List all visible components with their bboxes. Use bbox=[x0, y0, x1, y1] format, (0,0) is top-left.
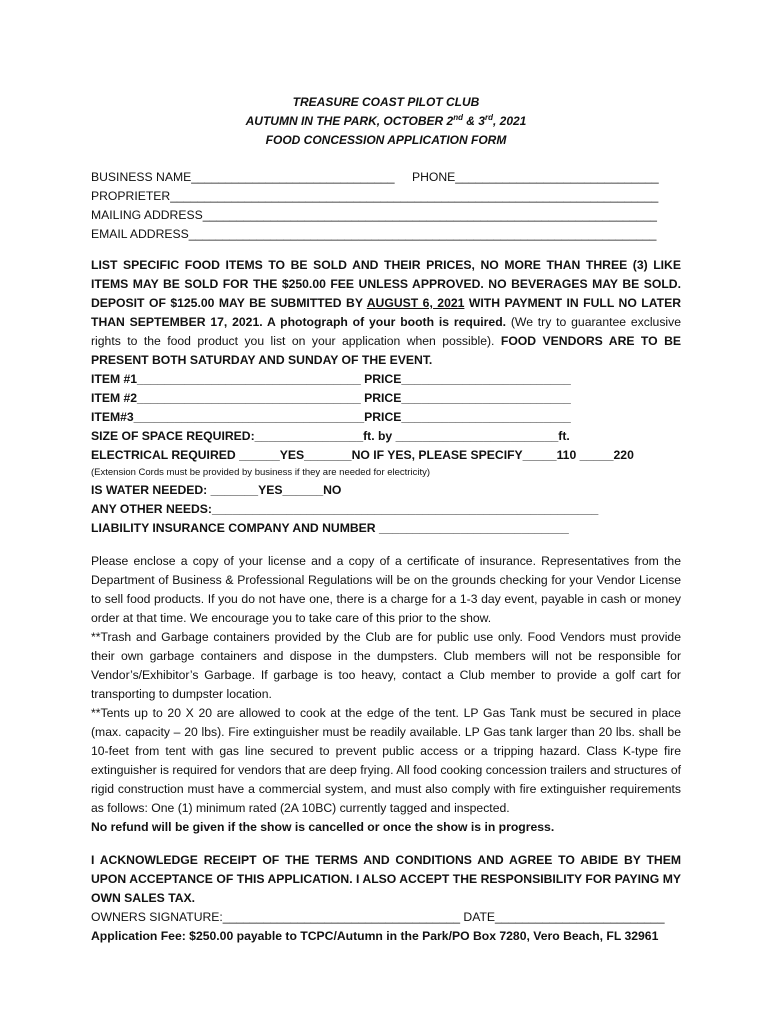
club-name: TREASURE COAST PILOT CLUB bbox=[292, 95, 480, 109]
item-1-field[interactable]: ITEM #1_________________________________ PRICE_________________________ bbox=[91, 372, 571, 386]
no-refund-notice: No refund will be given if the show is cancelled or once the show is in progress. bbox=[91, 820, 555, 834]
event-title-text-mid: & 3 bbox=[462, 114, 485, 128]
item-3-field[interactable]: ITEM#3__________________________________PRICE_________________________ bbox=[91, 410, 571, 424]
terms-section bbox=[91, 552, 681, 837]
item-2-field[interactable]: ITEM #2_________________________________ PRICE_________________________ bbox=[91, 391, 571, 405]
application-fee-line: Application Fee: $250.00 payable to TCPC/Autumn in the Park/PO Box 7280, Vero Beach, FL 32961 bbox=[91, 929, 659, 943]
event-title-sup-rd: rd bbox=[484, 113, 493, 122]
event-title bbox=[91, 112, 681, 131]
event-title-sup-nd: nd bbox=[453, 113, 463, 122]
deposit-deadline: AUGUST 6, 2021 bbox=[366, 296, 465, 310]
garbage-paragraph: **Trash and Garbage containers provided by the Club are for public use only. Food Vendors must provide their own garbage containers and dispose in the dumpsters. Club members will not be responsible for Vendor’s/Exhibitor’s Garbage. If garbage is too heavy, contact a Club member to provide a golf cart for transporting to dumpster location. bbox=[91, 630, 681, 701]
tents-paragraph: **Tents up to 20 X 20 are allowed to cook at the edge of the tent. LP Gas Tank must be secured in place (max. capacity – 20 lbs). Fire extinguisher must be readily available. LP Gas tank larger than 20 lbs. shall be 10-feet from tent with gas line secured to prevent public access or a tripping hazard. Class K-type fire extinguisher is required for vendors that are deep frying. All food cooking concession trailers and structures of rigid construction must have a commercial system, and must also comply with fire extinguisher requirements as follows: One (1) minimum rated (2A 10BC) currently tagged and inspected. bbox=[91, 706, 681, 815]
proprietor-field[interactable]: PROPRIETER________________________________________________________________________ bbox=[91, 189, 659, 203]
signature-date-field[interactable]: OWNERS SIGNATURE:___________________________________ DATE_________________________ bbox=[91, 910, 665, 924]
space-size-field[interactable]: SIZE OF SPACE REQUIRED:________________ft. by ________________________ft. bbox=[91, 429, 570, 443]
acknowledgement-statement: I ACKNOWLEDGE RECEIPT OF THE TERMS AND CONDITIONS AND AGREE TO ABIDE BY THEM UPON ACCEPTANCE OF THIS APPLICATION. I ALSO ACCEPT THE RESPONSIBILITY FOR PAYING MY OWN SALES TAX. bbox=[91, 853, 681, 905]
form-header bbox=[91, 93, 681, 150]
electrical-field[interactable]: ELECTRICAL REQUIRED ______YES_______NO IF YES, PLEASE SPECIFY_____110 _____220 bbox=[91, 448, 634, 462]
business-name-field[interactable]: BUSINESS NAME______________________________ bbox=[91, 170, 395, 184]
mailing-address-field[interactable]: MAILING ADDRESS___________________________________________________________________ bbox=[91, 208, 657, 222]
phone-field[interactable]: PHONE______________________________ bbox=[411, 170, 659, 184]
email-address-field[interactable]: EMAIL ADDRESS_____________________________________________________________________ bbox=[91, 227, 657, 241]
food-items-instructions bbox=[91, 256, 681, 370]
event-title-year: , 2021 bbox=[492, 114, 527, 128]
water-field[interactable]: IS WATER NEEDED: _______YES______NO bbox=[91, 483, 342, 497]
form-title: FOOD CONCESSION APPLICATION FORM bbox=[265, 133, 507, 147]
instructions-part1: LIST SPECIFIC FOOD ITEMS TO BE SOLD AND THEIR PRICES, NO MORE THAN THREE (3) LIKE ITEMS MAY BE SOLD FOR THE $250.00 FEE UNLESS APPROVED. NO BEVERAGES MAY BE SOLD. DEPOSIT OF $125.00 MAY BE SUBMITTED BY bbox=[91, 258, 681, 310]
application-form bbox=[91, 93, 681, 946]
extension-cords-note: (Extension Cords must be provided by business if they are needed for electricity) bbox=[91, 467, 430, 478]
business-phone-row bbox=[91, 168, 681, 187]
instructions-part3: FOOD VENDORS ARE TO BE PRESENT BOTH SATURDAY AND SUNDAY OF THE EVENT. bbox=[91, 334, 682, 367]
exclusive-rights-note: (We try to guarantee exclusive rights to the food product you list on your application when possible). bbox=[91, 315, 681, 348]
event-title-text: AUTUMN IN THE PARK, OCTOBER 2 bbox=[245, 114, 454, 128]
instructions-part2: WITH PAYMENT IN FULL NO LATER THAN SEPTEMBER 17, 2021. A photograph of your booth is required. bbox=[91, 296, 681, 329]
license-paragraph: Please enclose a copy of your license and a copy of a certificate of insurance. Representatives from the Department of Business & Professional Regulations will be on the grounds checking for your Vendor License to sell food products. If you do not have one, there is a charge for a 1-3 day event, payable in cash or money order at that time. We encourage you to take care of this prior to the show. bbox=[91, 554, 681, 625]
other-needs-field[interactable]: ANY OTHER NEEDS:_________________________________________________________ bbox=[91, 502, 599, 516]
insurance-field[interactable]: LIABILITY INSURANCE COMPANY AND NUMBER ____________________________ bbox=[91, 521, 569, 535]
